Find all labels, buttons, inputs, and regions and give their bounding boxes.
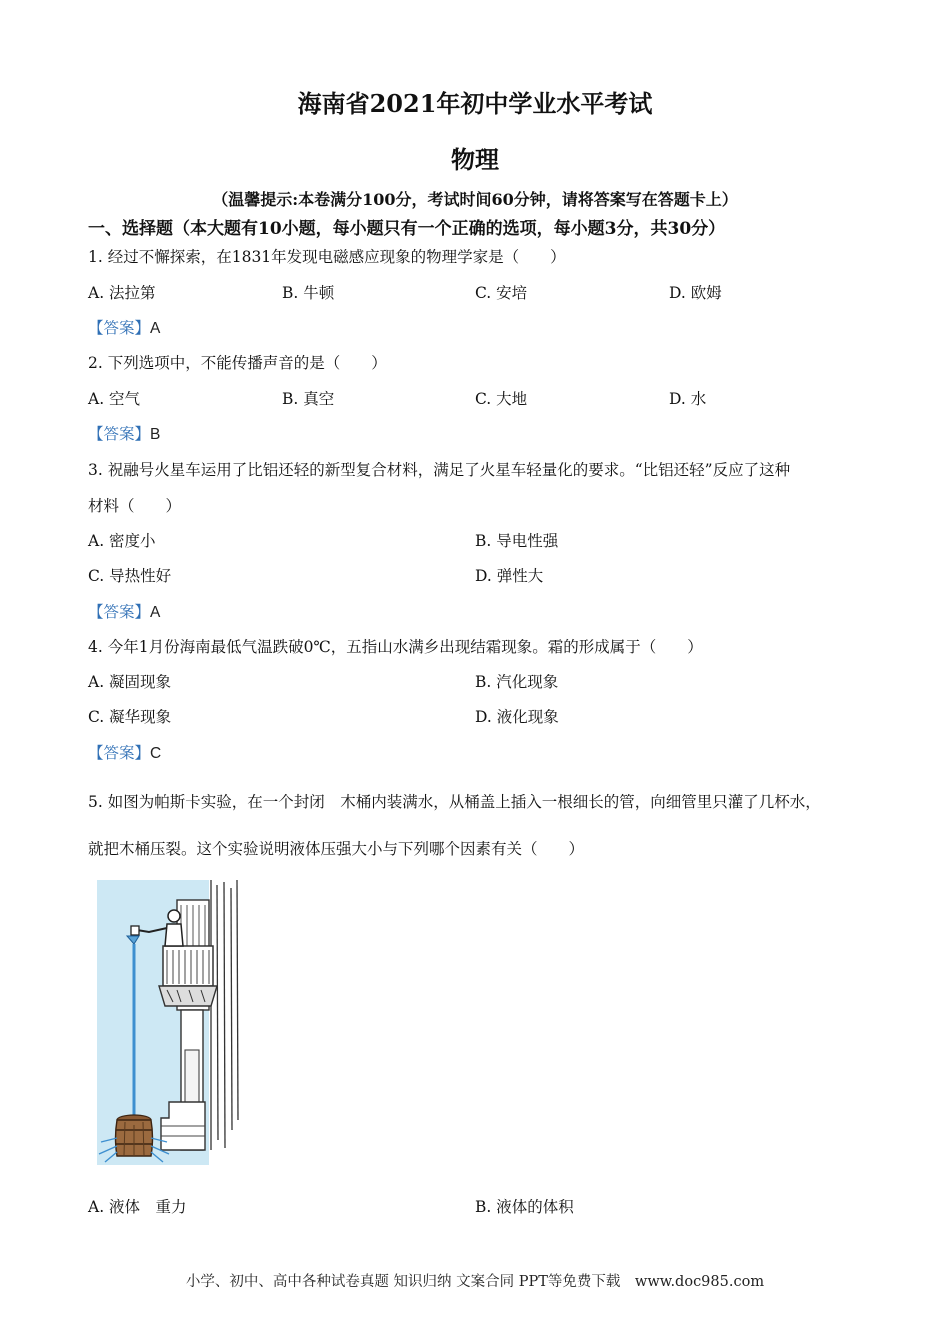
question-1-option-a: A. 法拉第 [88, 284, 156, 302]
question-5-option-a: A. 液体 重力 [88, 1198, 187, 1216]
answer-value: B [150, 426, 161, 443]
answer-value: A [150, 604, 161, 621]
question-4-stem: 4. 今年1月份海南最低气温跌破0℃，五指山水满乡出现结霜现象。霜的形成属于（ ） [88, 638, 703, 656]
question-3-stem-line1: 3. 祝融号火星车运用了比铝还轻的新型复合材料，满足了火星车轻量化的要求。“比铝还轻”反应了这种 [88, 461, 791, 479]
question-4-option-c: C. 凝华现象 [88, 708, 172, 726]
answer-label: 【答案】 [88, 603, 151, 621]
subject-title: 物理 [451, 145, 499, 174]
answer-label: 【答案】 [88, 744, 151, 762]
question-1-option-b: B. 牛顿 [282, 284, 335, 302]
question-2-option-a: A. 空气 [88, 390, 141, 408]
question-4-option-a: A. 凝固现象 [88, 673, 172, 691]
question-2-option-b: B. 真空 [282, 390, 335, 408]
answer-label: 【答案】 [88, 425, 151, 443]
answer-value: A [150, 320, 161, 337]
question-4-answer [88, 741, 161, 763]
page-footer: 小学、初中、高中各种试卷真题 知识归纳 文案合同 PPT等免费下载 www.doc985.com [185, 1274, 765, 1290]
answer-label: 【答案】 [88, 319, 151, 337]
question-1-answer [88, 316, 160, 338]
question-1-stem: 1. 经过不懈探索，在1831年发现电磁感应现象的物理学家是（ ） [88, 248, 566, 266]
question-2-option-d: D. 水 [669, 390, 707, 408]
question-3-stem-line2: 材料（ ） [88, 497, 182, 515]
question-3-option-a: A. 密度小 [88, 532, 156, 550]
answer-value: C [150, 745, 162, 762]
exam-tip: （温馨提示:本卷满分100分，考试时间60分钟，请将答案写在答题卡上） [212, 190, 738, 209]
question-2-option-c: C. 大地 [475, 390, 528, 408]
question-1-option-d: D. 欧姆 [669, 284, 722, 302]
question-5-option-b: B. 液体的体积 [475, 1198, 574, 1216]
question-5-stem-line1: 5. 如图为帕斯卡实验，在一个封闭 木桶内装满水，从桶盖上插入一根细长的管，向细管里只灌了几杯水， [88, 793, 821, 811]
question-4-option-b: B. 汽化现象 [475, 673, 559, 691]
question-5-stem-line2: 就把木桶压裂。这个实验说明液体压强大小与下列哪个因素有关（ ） [88, 840, 585, 858]
question-2-stem: 2. 下列选项中，不能传播声音的是（ ） [88, 354, 387, 372]
pascal-barrel-illustration [97, 880, 242, 1165]
section-title: 一、选择题（本大题有10小题，每小题只有一个正确的选项，每小题3分，共30分） [88, 219, 726, 239]
question-1-option-c: C. 安培 [475, 284, 528, 302]
question-4-option-d: D. 液化现象 [475, 708, 559, 726]
exam-title: 海南省2021年初中学业水平考试 [297, 89, 653, 118]
question-2-answer [88, 422, 160, 444]
question-3-option-c: C. 导热性好 [88, 567, 172, 585]
question-3-option-d: D. 弹性大 [475, 567, 544, 585]
question-3-option-b: B. 导电性强 [475, 532, 559, 550]
question-3-answer [88, 600, 160, 622]
